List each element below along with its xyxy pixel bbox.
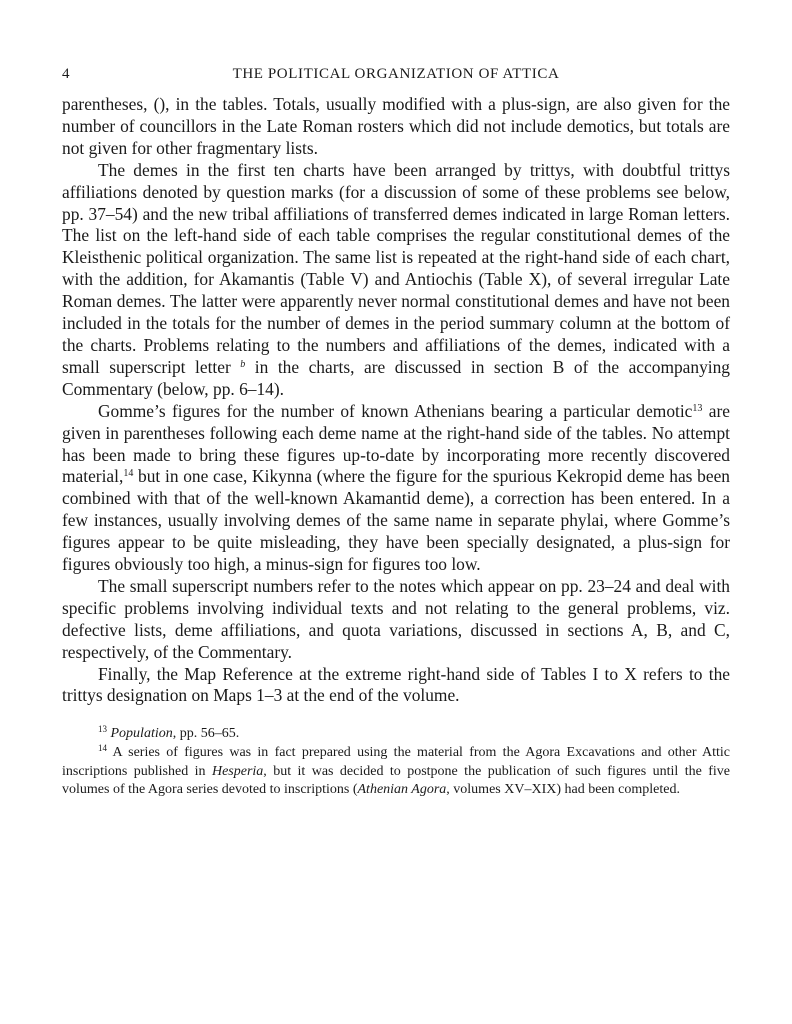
running-title: THE POLITICAL ORGANIZATION OF ATTICA bbox=[232, 66, 560, 82]
italic-text: Athenian Agora bbox=[357, 782, 447, 798]
page-number: 4 bbox=[62, 66, 71, 82]
text-run: parentheses, (), in the tables. Totals, usually modified with a plus-sign, are also given for the number of councillors in the Late Roman rosters which did not include demotics, but totals are not given for other fragmentary lists. bbox=[62, 94, 730, 158]
text-run: , but it was decided to postpone the publication of such figures until the five volumes of the Agora series devoted to inscriptions ( bbox=[62, 763, 730, 798]
paragraph bbox=[62, 160, 730, 401]
text-run: A series of figures was in fact prepared using the material from the Agora Excavations and other Attic inscriptions published in bbox=[62, 744, 730, 779]
running-head bbox=[62, 62, 730, 86]
paragraph bbox=[62, 664, 730, 708]
text-run: Finally, the Map Reference at the extreme right-hand side of Tables I to X refers to the trittys designation on Maps 1–3 at the end of the volume. bbox=[62, 663, 730, 706]
italic-text: Population bbox=[110, 726, 173, 742]
paragraph bbox=[62, 94, 730, 160]
footnote bbox=[62, 744, 730, 800]
superscript-ref: 13 bbox=[692, 402, 703, 414]
text-run: , volumes XV–XIX) had been completed. bbox=[446, 782, 680, 798]
text-run: in the charts, are discussed in section B of the accompanying Commentary (below, pp. 6–14). bbox=[62, 356, 730, 399]
paragraph bbox=[62, 576, 730, 664]
text-run: Gomme’s figures for the number of known Athenians bearing a particular demotic bbox=[98, 400, 693, 421]
paragraph bbox=[62, 401, 730, 576]
superscript-ref: 14 bbox=[98, 742, 107, 753]
page bbox=[62, 62, 730, 800]
superscript-ref: 13 bbox=[98, 724, 107, 735]
text-run: but in one case, Kikynna (where the figure for the spurious Kekropid deme has been combined with that of the well-known Akamantid deme), a correction has been entered. In a few instances, usually involving demes of the same name in separate phylai, where Gomme’s figures appear to be quite misleading, they have been specially designated, a plus-sign for figures obviously too high, a minus-sign for figures too low. bbox=[62, 466, 730, 575]
footnote bbox=[62, 725, 730, 744]
text-run: , pp. 56–65. bbox=[172, 726, 240, 742]
body-text bbox=[62, 94, 730, 707]
text-run: are given in parentheses following each deme name at the right-hand side of the tables. No attempt has been made to bring these figures up-to-date by incorporating more recently discovered material, bbox=[62, 400, 730, 487]
superscript-ref: 14 bbox=[123, 468, 134, 480]
footnotes bbox=[62, 725, 730, 799]
text-run: The demes in the first ten charts have been arranged by trittys, with doubtful trittys affiliations denoted by question marks (for a discussion of some of these problems see below, pp. 37–54) and the new tribal affiliations of transferred demes indicated in large Roman letters. The list on the left-hand side of each table comprises the regular constitutional demes of the Kleisthenic political organization. The same list is repeated at the right-hand side of each chart, with the addition, for Akamantis (Table V) and Antiochis (Table X), of several irregular Late Roman demes. The latter were apparently never normal constitutional demes and have not been included in the totals for the number of demes in the period summary column at the bottom of the charts. Problems relating to the numbers and affiliations of the demes, indicated with a small superscript letter bbox=[62, 159, 730, 377]
italic-text: Hesperia bbox=[211, 763, 264, 779]
text-run: The small superscript numbers refer to the notes which appear on pp. 23–24 and deal with specific problems involving individual texts and not relating to the general problems, viz. defective lists, deme affiliations, and quota variations, discussed in sections A, B, and C, respectively, of the Commentary. bbox=[62, 575, 730, 662]
superscript-ref: b bbox=[240, 358, 246, 370]
